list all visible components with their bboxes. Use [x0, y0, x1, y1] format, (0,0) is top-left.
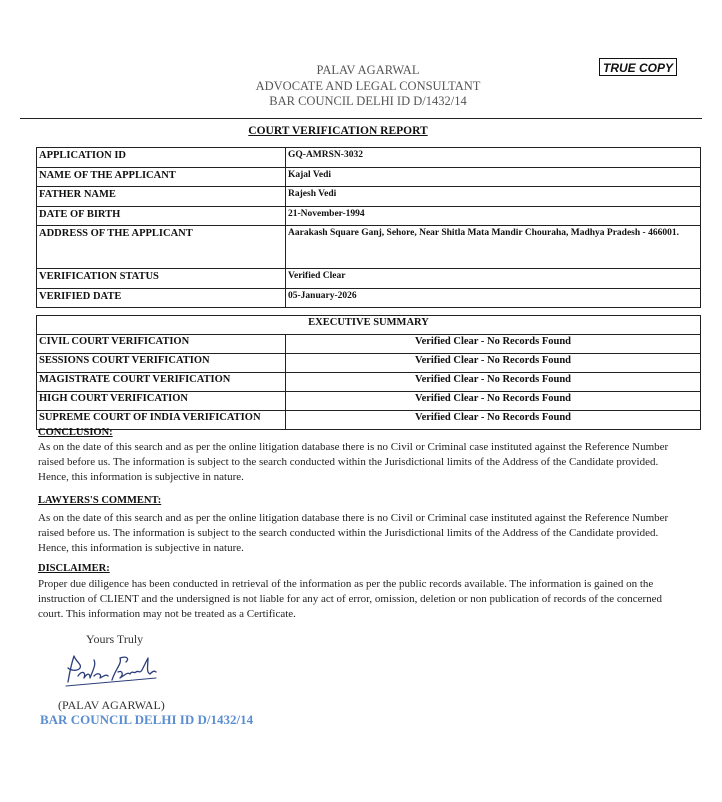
- table-row: [37, 373, 701, 392]
- conclusion-text: As on the date of this search and as per the online litigation database there is no Civil or Criminal case instituted against the Reference Number raised before us. The information is subject to the search conducted within the Jurisdictional limits of the Address of the Candidate provided. Hence, this information is subjective in nature.: [38, 441, 669, 483]
- table-row: [37, 269, 701, 289]
- detail-value: GQ-AMRSN-3032: [286, 148, 701, 168]
- table-row: [37, 148, 701, 168]
- table-row: [37, 187, 701, 207]
- table-row: [37, 392, 701, 411]
- summary-value: Verified Clear - No Records Found: [286, 354, 701, 373]
- detail-label: NAME OF THE APPLICANT: [37, 167, 286, 187]
- lawyers-comment-text: As on the date of this search and as per the online litigation database there is no Civil or Criminal case instituted against the Reference Number raised before us. The information is subject to the search conducted within the Jurisdictional limits of the Address of the Candidate provided. Hence, this information is subjective in nature.: [38, 512, 669, 554]
- table-row: [37, 206, 701, 226]
- true-copy-stamp: TRUE COPY: [599, 58, 677, 76]
- advocate-name: PALAV AGARWAL: [316, 63, 420, 77]
- closing-salutation: Yours Truly: [86, 632, 144, 646]
- summary-value: Verified Clear - No Records Found: [286, 392, 701, 411]
- lawyers-comment-title: LAWYERS'S COMMENT:: [38, 495, 162, 506]
- detail-value: Kajal Vedi: [286, 167, 701, 187]
- disclaimer-title: DISCLAIMER:: [38, 563, 110, 574]
- disclaimer-text: Proper due diligence has been conducted in retrieval of the information as per the public records available. The information is gained on the instruction of CLIENT and the undersigned is not liable for any act of error, omission, deletion or non publication of records of the concerned court. This information may not be treated as a Certificate.: [38, 578, 663, 620]
- letterhead: [0, 63, 722, 110]
- detail-value: Rajesh Vedi: [286, 187, 701, 207]
- summary-heading: EXECUTIVE SUMMARY: [37, 316, 701, 335]
- signatory-bar-id: BAR COUNCIL DELHI ID D/1432/14: [40, 712, 254, 727]
- table-row: [37, 167, 701, 187]
- summary-label: HIGH COURT VERIFICATION: [37, 392, 286, 411]
- summary-label: SESSIONS COURT VERIFICATION: [37, 354, 286, 373]
- advocate-title: ADVOCATE AND LEGAL CONSULTANT: [255, 78, 481, 93]
- detail-label: APPLICATION ID: [37, 148, 286, 168]
- detail-label: VERIFICATION STATUS: [37, 269, 286, 289]
- table-row: [37, 411, 701, 430]
- table-row: [37, 335, 701, 354]
- summary-label: CIVIL COURT VERIFICATION: [37, 335, 286, 354]
- executive-summary-table: [36, 315, 701, 430]
- table-row: [37, 288, 701, 308]
- detail-label: FATHER NAME: [37, 187, 286, 207]
- conclusion-title: CONCLUSION:: [38, 427, 113, 438]
- report-title: COURT VERIFICATION REPORT: [248, 125, 428, 137]
- summary-value: Verified Clear - No Records Found: [286, 373, 701, 392]
- table-row: [37, 316, 701, 335]
- signature: [60, 648, 160, 697]
- applicant-details-table: [36, 147, 701, 308]
- detail-value: 05-January-2026: [286, 288, 701, 308]
- detail-label: ADDRESS OF THE APPLICANT: [37, 226, 286, 269]
- signatory-name: (PALAV AGARWAL): [58, 698, 165, 712]
- table-row: [37, 354, 701, 373]
- header-divider: [20, 118, 702, 119]
- detail-value: Verified Clear: [286, 269, 701, 289]
- summary-label: SUPREME COURT OF INDIA VERIFICATION: [37, 411, 286, 430]
- detail-value: Aarakash Square Ganj, Sehore, Near Shitla Mata Mandir Chouraha, Madhya Pradesh - 466001.: [286, 226, 701, 269]
- table-row: [37, 226, 701, 269]
- detail-label: DATE OF BIRTH: [37, 206, 286, 226]
- detail-value: 21-November-1994: [286, 206, 701, 226]
- advocate-bar-id: BAR COUNCIL DELHI ID D/1432/14: [269, 94, 467, 108]
- summary-value: Verified Clear - No Records Found: [286, 411, 701, 430]
- detail-label: VERIFIED DATE: [37, 288, 286, 308]
- summary-value: Verified Clear - No Records Found: [286, 335, 701, 354]
- summary-label: MAGISTRATE COURT VERIFICATION: [37, 373, 286, 392]
